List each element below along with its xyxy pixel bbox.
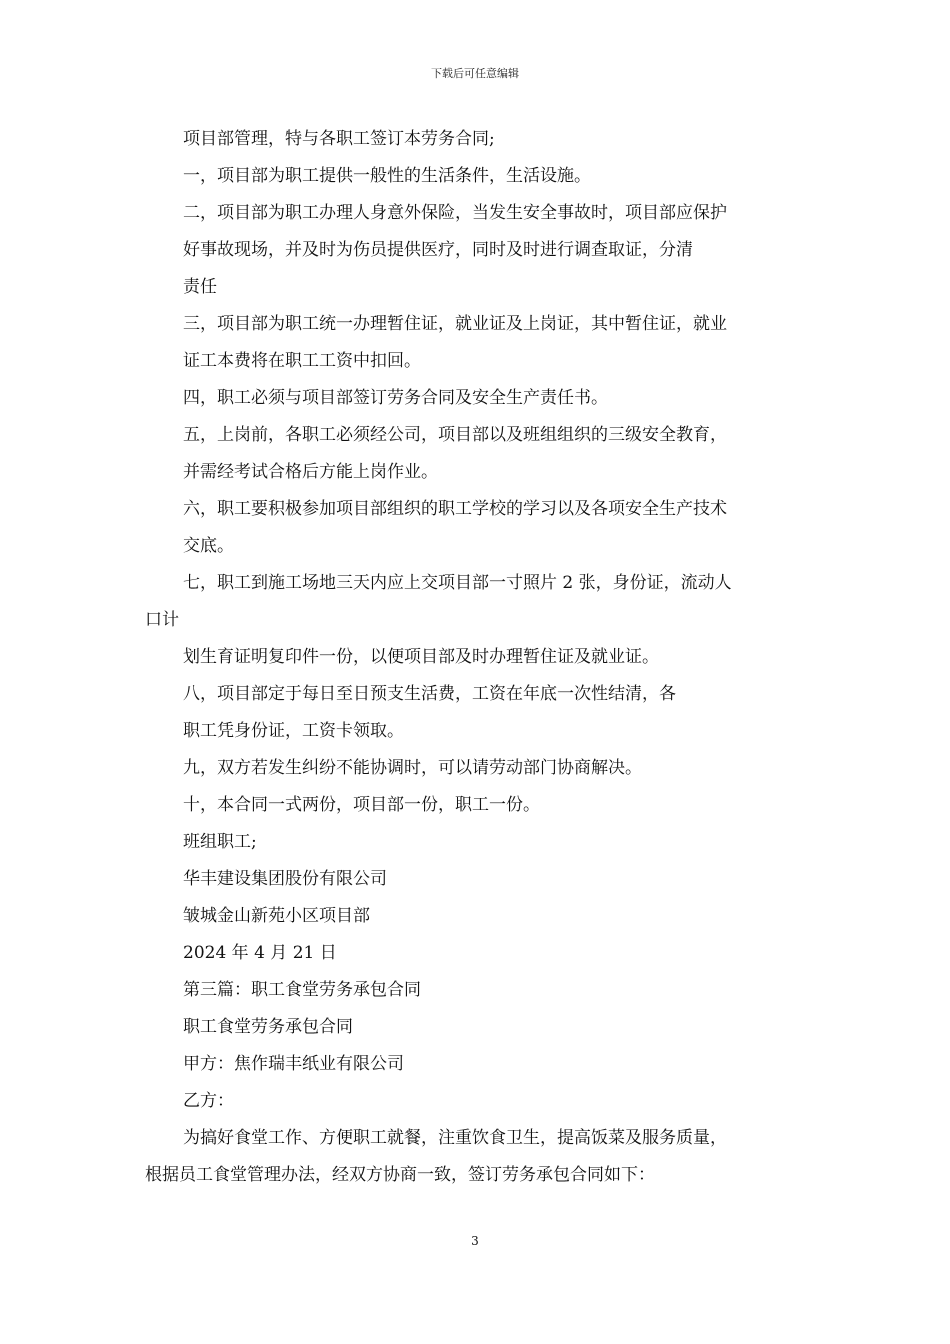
text-line: 甲方：焦作瑞丰纸业有限公司 xyxy=(183,1054,404,1074)
text-line: 交底。 xyxy=(183,536,234,556)
text-line: 责任 xyxy=(183,277,217,297)
text-line: 二，项目部为职工办理人身意外保险，当发生安全事故时，项目部应保护 xyxy=(183,203,727,223)
text-line: 乙方： xyxy=(183,1091,234,1111)
text-line: 十，本合同一式两份，项目部一份，职工一份。 xyxy=(183,795,540,815)
text-line: 四，职工必须与项目部签订劳务合同及安全生产责任书。 xyxy=(183,388,608,408)
page-header: 下载后可任意编辑 xyxy=(431,67,519,80)
text-line: 项目部管理，特与各职工签订本劳务合同; xyxy=(183,129,495,149)
text-line: 七，职工到施工场地三天内应上交项目部一寸照片 2 张，身份证，流动人 xyxy=(183,573,732,593)
text-line: 六，职工要积极参加项目部组织的职工学校的学习以及各项安全生产技术 xyxy=(183,499,727,519)
text-line: 根据员工食堂管理办法，经双方协商一致，签订劳务承包合同如下： xyxy=(145,1165,655,1185)
text-line: 证工本费将在职工工资中扣回。 xyxy=(183,351,421,371)
text-line: 职工食堂劳务承包合同 xyxy=(183,1017,353,1037)
text-line: 划生育证明复印件一份，以便项目部及时办理暂住证及就业证。 xyxy=(183,647,659,667)
text-line: 五，上岗前，各职工必须经公司，项目部以及班组组织的三级安全教育， xyxy=(183,425,727,445)
text-line: 职工凭身份证，工资卡领取。 xyxy=(183,721,404,741)
text-line: 华丰建设集团股份有限公司 xyxy=(183,869,387,889)
text-line: 班组职工; xyxy=(183,832,257,852)
text-line: 一，项目部为职工提供一般性的生活条件，生活设施。 xyxy=(183,166,591,186)
text-line: 口计 xyxy=(145,610,179,630)
text-line: 2024 年 4 月 21 日 xyxy=(183,943,337,963)
text-line: 第三篇：职工食堂劳务承包合同 xyxy=(183,980,421,1000)
text-line: 好事故现场，并及时为伤员提供医疗，同时及时进行调查取证，分清 xyxy=(183,240,693,260)
page-number: 3 xyxy=(471,1234,479,1248)
text-line: 三，项目部为职工统一办理暂住证，就业证及上岗证，其中暂住证，就业 xyxy=(183,314,727,334)
text-line: 皱城金山新苑小区项目部 xyxy=(183,906,370,926)
text-line: 为搞好食堂工作、方便职工就餐，注重饮食卫生，提高饭菜及服务质量， xyxy=(183,1128,727,1148)
text-line: 九，双方若发生纠纷不能协调时，可以请劳动部门协商解决。 xyxy=(183,758,642,778)
text-line: 八，项目部定于每日至日预支生活费，工资在年底一次性结清，各 xyxy=(183,684,676,704)
text-line: 并需经考试合格后方能上岗作业。 xyxy=(183,462,438,482)
